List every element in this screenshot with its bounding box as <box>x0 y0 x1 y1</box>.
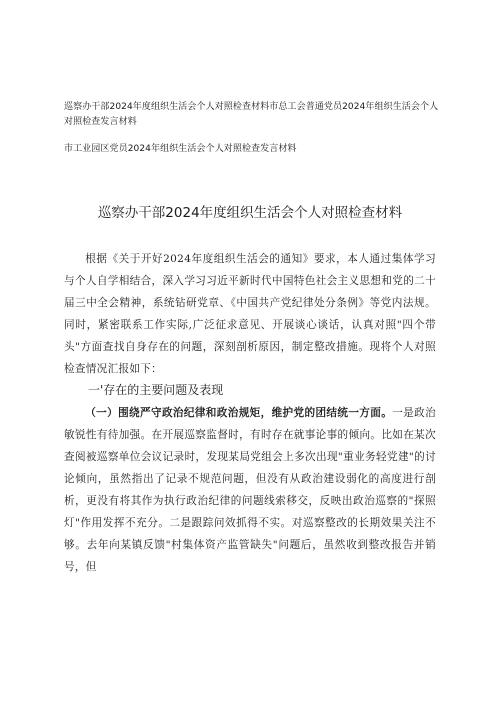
section-heading: 一'存在的主要问题及表现 <box>88 383 224 397</box>
section-paragraph-text: 一是政治敏锐性有待加强。在开展巡察监督时，有时存在就事论事的倾向。比如在某次查阅被巡察单位会议记录时，发现某局党组会上多次出现"重业务轻党建"的讨论倾向，虽然指出了记录不规范问题，但没有从政治建设弱化的高度进行剖析，更没有将其作为执行政治纪律的问题线索移交，反映出政治巡察的"探照灯"作用发挥不充分。二是跟踪问效抓得不实。对巡察整改的长期效果关注不够。去年向某镇反馈"村集体资产监管缺失"问题后，虽然收到整改报告并销号，但 <box>64 407 436 573</box>
related-links <box>64 100 444 157</box>
related-link-1[interactable]: 巡察办干部2024年度组织生活会个人对照检查材料市总工会普通党员2024年组织生活会个人对照检查发言材料 <box>64 102 439 127</box>
document-body <box>64 248 436 578</box>
section-paragraph <box>64 402 436 578</box>
related-link-2[interactable]: 市工业园区党员2024年组织生活会个人对照检查发言材料 <box>64 144 297 154</box>
intro-paragraph: 根据《关于开好2024年度组织生活会的通知》要求，本人通过集体学习与个人自学相结合，深入学习习近平新时代中国特色社会主义思想和党的二十届三中全会精神，系统钻研党章、《中国共产党纪律处分条例》等党内法规。同时，紧密联系工作实际,广泛征求意见、开展谈心谈话，认真对照"四个带头"方面查找自身存在的问题，深刻剖析原因，制定整改措施。现将个人对照检查情况汇报如下： <box>64 253 436 375</box>
sub-heading: （一）围绕严守政治纪律和政治规矩，维护党的团结统一方面。 <box>85 407 393 419</box>
document-title: 巡察办干部2024年度组织生活会个人对照检查材料 <box>97 205 403 221</box>
